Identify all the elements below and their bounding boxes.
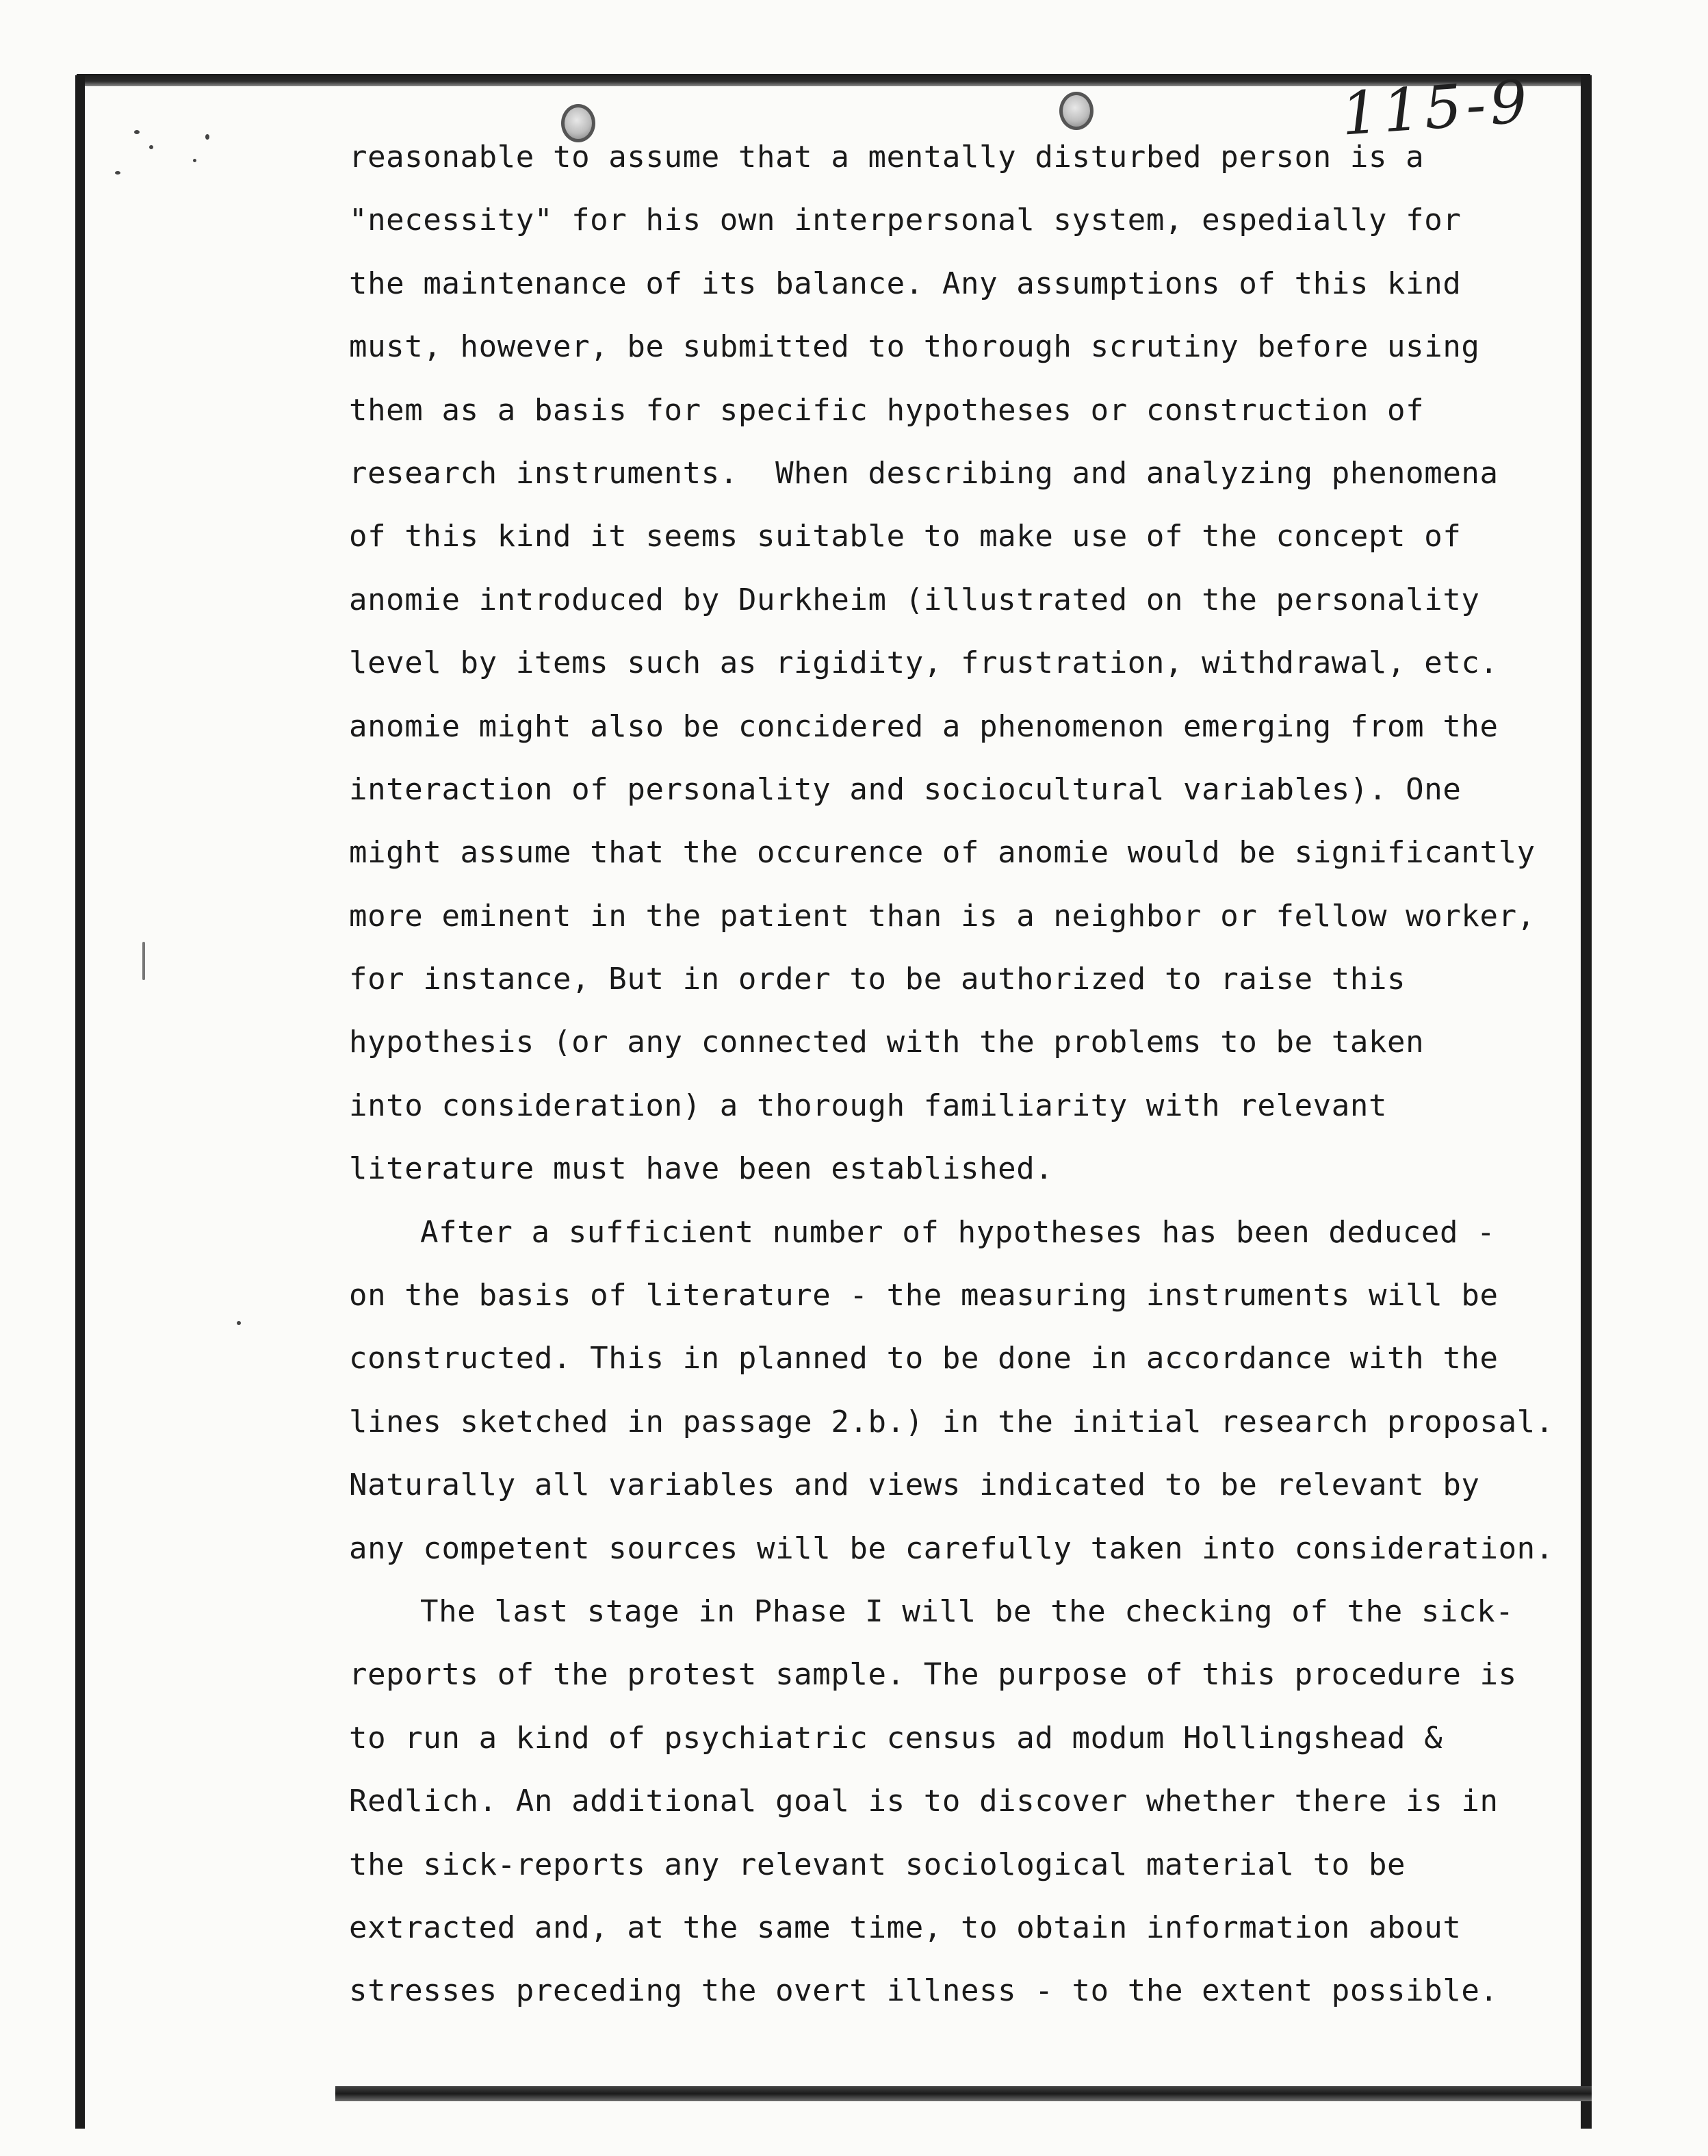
scan-edge-bottom [335, 2086, 1592, 2101]
text-line: reasonable to assume that a mentally disturbed person is a [349, 140, 1425, 175]
text-line: lines sketched in passage 2.b.) in the initial research proposal. [349, 1404, 1554, 1439]
text-line: "necessity" for his own interpersonal system, espedially for [349, 203, 1462, 238]
scan-edge-left [75, 75, 85, 2129]
text-line: anomie introduced by Durkheim (illustrated on the personality [349, 582, 1480, 617]
text-line: of this kind it seems suitable to make use of the concept of [349, 519, 1462, 554]
text-line: interaction of personality and sociocultural variables). One [349, 771, 1462, 807]
text-line: on the basis of literature - the measuring instruments will be [349, 1278, 1499, 1313]
scan-speck [142, 942, 145, 980]
text-line: more eminent in the patient than is a neighbor or fellow worker, [349, 898, 1536, 934]
text-line: Redlich. An additional goal is to discover whether there is in [349, 1784, 1499, 1819]
text-line: anomie might also be concidered a phenomenon emerging from the [349, 708, 1499, 744]
text-line: reports of the protest sample. The purpose of this procedure is [349, 1657, 1517, 1693]
text-line: to run a kind of psychiatric census ad modum Hollingshead & [349, 1720, 1443, 1756]
scan-speck [193, 159, 196, 162]
scan-speck [237, 1321, 241, 1325]
scan-speck [134, 130, 140, 134]
text-line: research instruments. When describing and analyzing phenomena [349, 455, 1499, 491]
text-line: constructed. This in planned to be done in accordance with the [349, 1341, 1499, 1376]
text-line: into consideration) a thorough familiarity with relevant [349, 1088, 1388, 1123]
scan-speck [205, 134, 209, 140]
text-line: might assume that the occurence of anomie would be significantly [349, 835, 1536, 871]
text-line: extracted and, at the same time, to obtain information about [349, 1910, 1462, 1945]
punch-hole-icon [1059, 92, 1094, 130]
text-line: them as a basis for specific hypotheses or construction of [349, 392, 1425, 428]
text-line: the maintenance of its balance. Any assumptions of this kind [349, 266, 1462, 301]
text-line: Naturally all variables and views indicated to be relevant by [349, 1467, 1480, 1503]
text-line: stresses preceding the overt illness - to the extent possible. [349, 1973, 1499, 2009]
scan-speck [115, 171, 120, 175]
text-line: any competent sources will be carefully taken into consideration. [349, 1530, 1554, 1566]
scan-speck [149, 145, 153, 149]
text-line: The last stage in Phase I will be the checking of the sick- [420, 1593, 1514, 1629]
page-number: 115-9 [1338, 67, 1534, 149]
text-line: must, however, be submitted to thorough scrutiny before using [349, 329, 1480, 365]
scan-edge-right [1581, 75, 1592, 2129]
text-line: the sick-reports any relevant sociological material to be [349, 1847, 1406, 1882]
text-line: hypothesis (or any connected with the problems to be taken [349, 1025, 1425, 1060]
body-text [349, 126, 1581, 2023]
text-line: level by items such as rigidity, frustration, withdrawal, etc. [349, 645, 1499, 681]
text-line: literature must have been established. [349, 1151, 1054, 1187]
text-line: for instance, But in order to be authorized to raise this [349, 962, 1406, 997]
text-line: After a sufficient number of hypotheses has been deduced - [420, 1214, 1496, 1250]
